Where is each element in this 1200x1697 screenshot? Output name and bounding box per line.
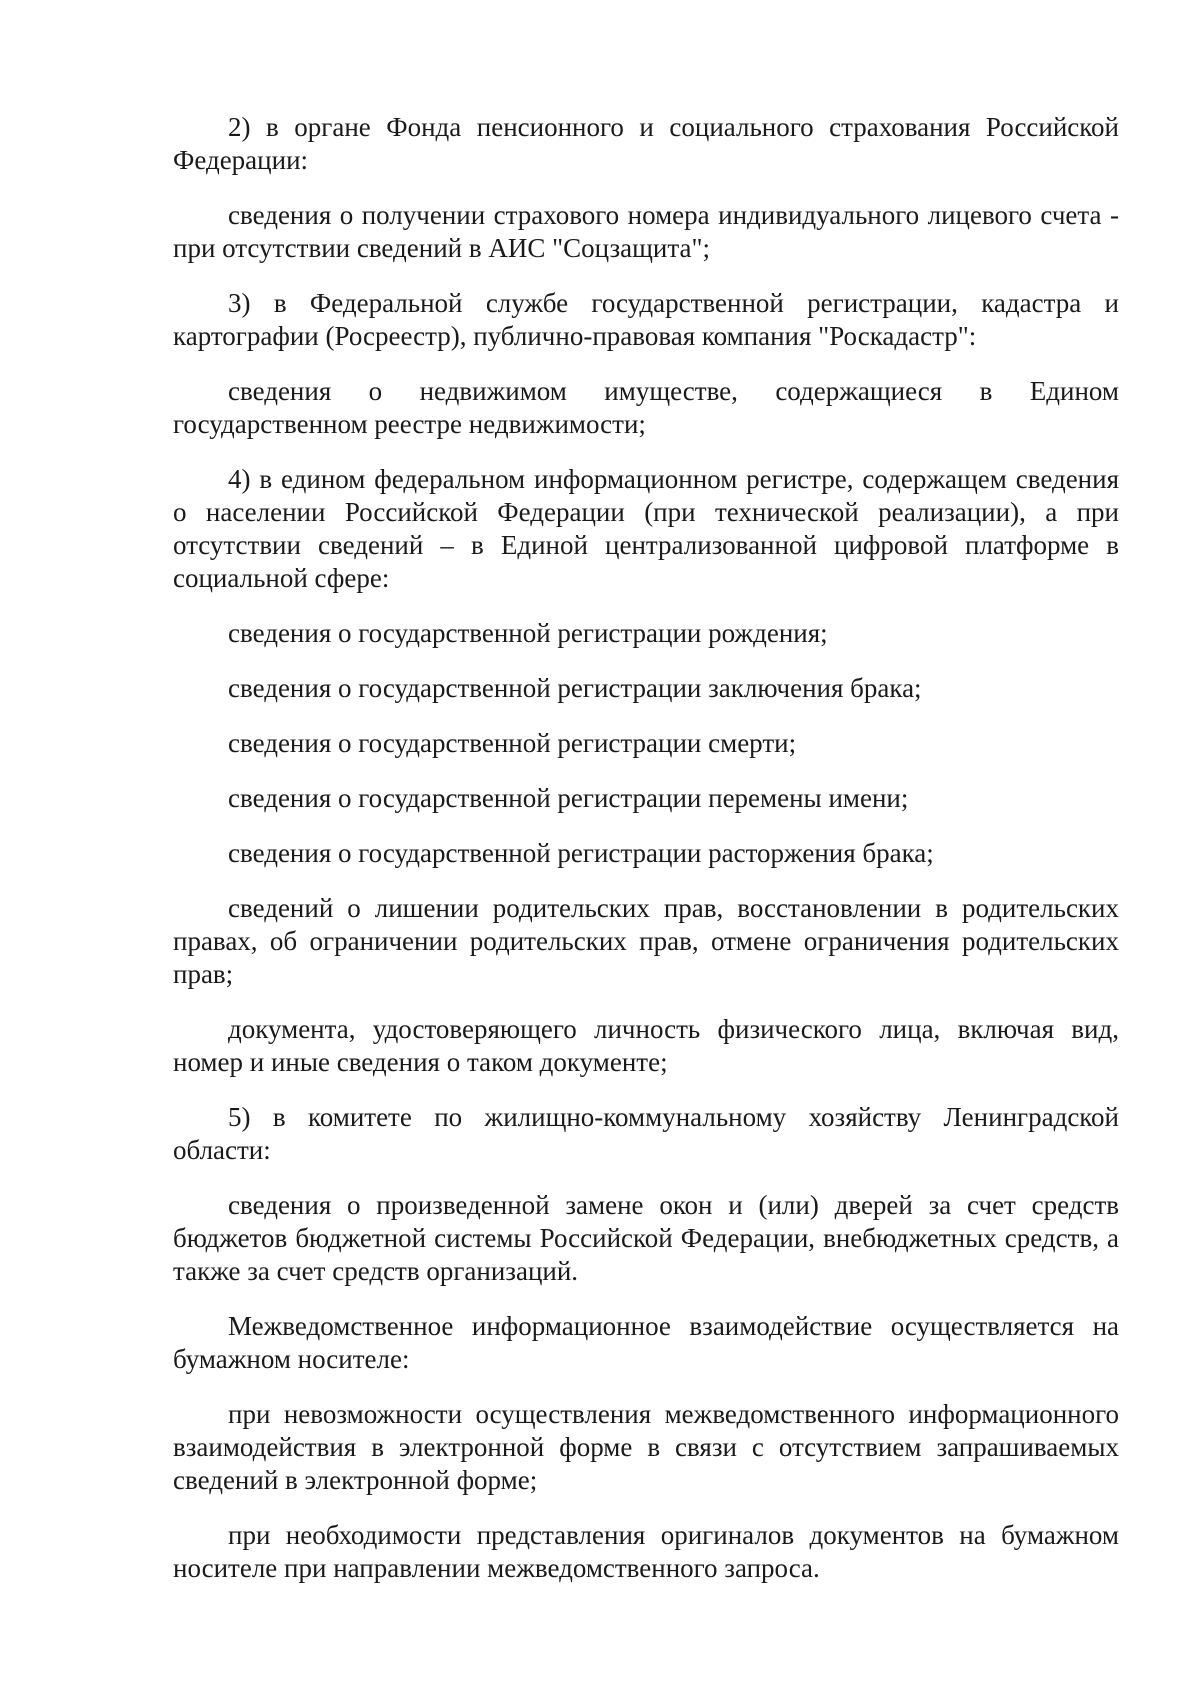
- paragraph-rosreestr: 3) в Федеральной службе государственной регистрации, кадастра и картографии (Росреестр), публично-правовая компания "Роскадастр":: [173, 288, 1119, 351]
- paragraph-pension-fund: 2) в органе Фонда пенсионного и социального страхования Российской Федерации:: [173, 112, 1119, 175]
- paragraph-real-estate-info: сведения о недвижимом имуществе, содержащиеся в Едином государственном реестре недвижимости;: [173, 376, 1119, 439]
- paragraph-window-replacement: сведения о произведенной замене окон и (или) дверей за счет средств бюджетов бюджетной системы Российской Федерации, внебюджетных средств, а также за счет средств организаций.: [173, 1190, 1119, 1286]
- paragraph-death-registration: сведения о государственной регистрации смерти;: [228, 728, 797, 758]
- paragraph-marriage-registration: сведения о государственной регистрации заключения брака;: [228, 673, 922, 703]
- paragraph-snils-info: сведения о получении страхового номера индивидуального лицевого счета - при отсутствии сведений в АИС "Соцзащита";: [173, 200, 1119, 263]
- paragraph-name-change-registration: сведения о государственной регистрации перемены имени;: [228, 783, 909, 813]
- paragraph-electronic-impossible: при невозможности осуществления межведомственного информационного взаимодействия в электронной форме в связи с отсутствием запрашиваемых сведений в электронной форме;: [173, 1399, 1119, 1495]
- paragraph-identity-document: документа, удостоверяющего личность физического лица, включая вид, номер и иные сведения о таком документе;: [173, 1014, 1119, 1077]
- paragraph-federal-register: 4) в едином федеральном информационном регистре, содержащем сведения о населении Российской Федерации (при технической реализации), а при отсутствии сведений – в Единой централизованной цифровой платформе в социальной сфере:: [173, 464, 1119, 593]
- paragraph-originals-required: при необходимости представления оригиналов документов на бумажном носителе при направлении межведомственного запроса.: [173, 1520, 1119, 1583]
- paragraph-housing-committee: 5) в комитете по жилищно-коммунальному хозяйству Ленинградской области:: [173, 1102, 1119, 1165]
- paragraph-birth-registration: сведения о государственной регистрации рождения;: [228, 618, 828, 648]
- paragraph-parental-rights: сведений о лишении родительских прав, восстановлении в родительских правах, об ограничении родительских прав, отмене ограничения родительских прав;: [173, 893, 1119, 989]
- paragraph-paper-interaction: Межведомственное информационное взаимодействие осуществляется на бумажном носителе:: [173, 1311, 1119, 1374]
- paragraph-divorce-registration: сведения о государственной регистрации расторжения брака;: [228, 838, 934, 868]
- document-body: [173, 111, 1119, 1585]
